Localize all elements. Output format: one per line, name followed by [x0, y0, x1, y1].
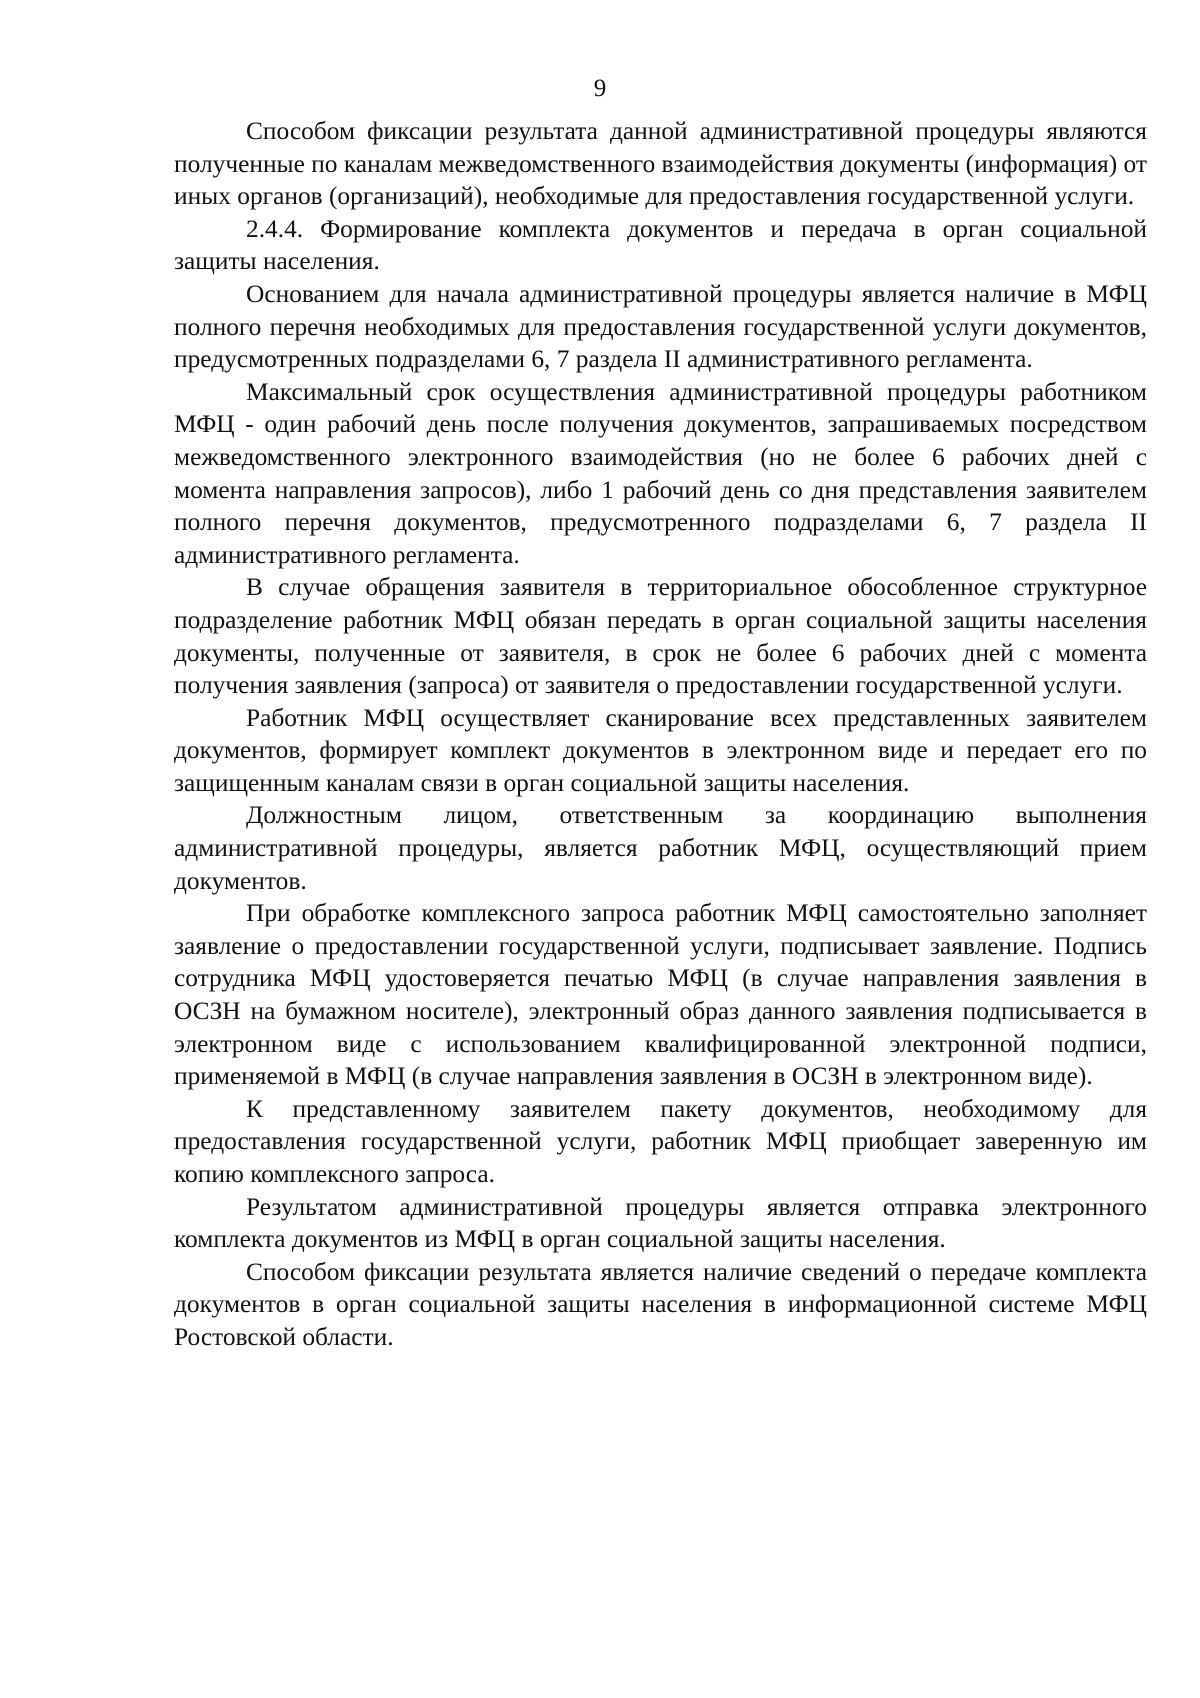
paragraph-procedure-basis: Основанием для начала административной процедуры является наличие в МФЦ полного перечня необходимых для предоставления государственной услуги документов, предусмотренных подразделами 6, 7 раздела II административного регламента.	[174, 279, 1147, 374]
paragraph-maximum-term: Максимальный срок осуществления административной процедуры работником МФЦ - один рабочий день после получения документов, запрашиваемых посредством межведомственного электронного взаимодействия (но не более 6 рабочих дней с момента направления запросов), либо 1 рабочий день со дня представления заявителем полного перечня документов, предусмотренного подразделами 6, 7 раздела II административного регламента.	[174, 377, 1147, 569]
document-body	[174, 115, 1147, 1354]
paragraph-package-copy: К представленному заявителем пакету документов, необходимому для предоставления государственной услуги, работник МФЦ приобщает заверенную им копию комплексного запроса.	[174, 1094, 1147, 1188]
paragraph-result-recording: Способом фиксации результата является наличие сведений о передаче комплекта документов в орган социальной защиты населения в информационной системе МФЦ Ростовской области.	[174, 1257, 1147, 1351]
paragraph-procedure-result: Результатом административной процедуры является отправка электронного комплекта документов из МФЦ в орган социальной защиты населения.	[174, 1192, 1147, 1254]
page-number: 9	[593, 75, 607, 102]
paragraph-complex-request: При обработке комплексного запроса работник МФЦ самостоятельно заполняет заявление о предоставлении государственной услуги, подписывает заявление. Подпись сотрудника МФЦ удостоверяется печатью МФЦ (в случае направления заявления в ОСЗН на бумажном носителе), электронный образ данного заявления подписывается в электронном виде с использованием квалифицированной электронной подписи, применяемой в МФЦ (в случае направления заявления в ОСЗН в электронном виде).	[174, 899, 1147, 1091]
paragraph-result-fixation: Способом фиксации результата данной административной процедуры являются полученные по каналам межведомственного взаимодействия документы (информация) от иных органов (организаций), необходимые для предоставления государственной услуги.	[174, 117, 1147, 211]
paragraph-section-heading-2-4-4: 2.4.4. Формирование комплекта документов и передача в орган социальной защиты населения.	[174, 214, 1147, 276]
paragraph-responsible-official: Должностным лицом, ответственным за координацию выполнения административной процедуры, является работник МФЦ, осуществляющий прием документов.	[174, 801, 1147, 895]
paragraph-territorial-subdivision: В случае обращения заявителя в территориальное обособленное структурное подразделение работник МФЦ обязан передать в орган социальной защиты населения документы, полученные от заявителя, в срок не более 6 рабочих дней с момента получения заявления (запроса) от заявителя о предоставлении государственной услуги.	[174, 573, 1147, 700]
paragraph-scanning: Работник МФЦ осуществляет сканирование всех представленных заявителем документов, формирует комплект документов в электронном виде и передает его по защищенным каналам связи в орган социальной защиты населения.	[174, 703, 1147, 797]
